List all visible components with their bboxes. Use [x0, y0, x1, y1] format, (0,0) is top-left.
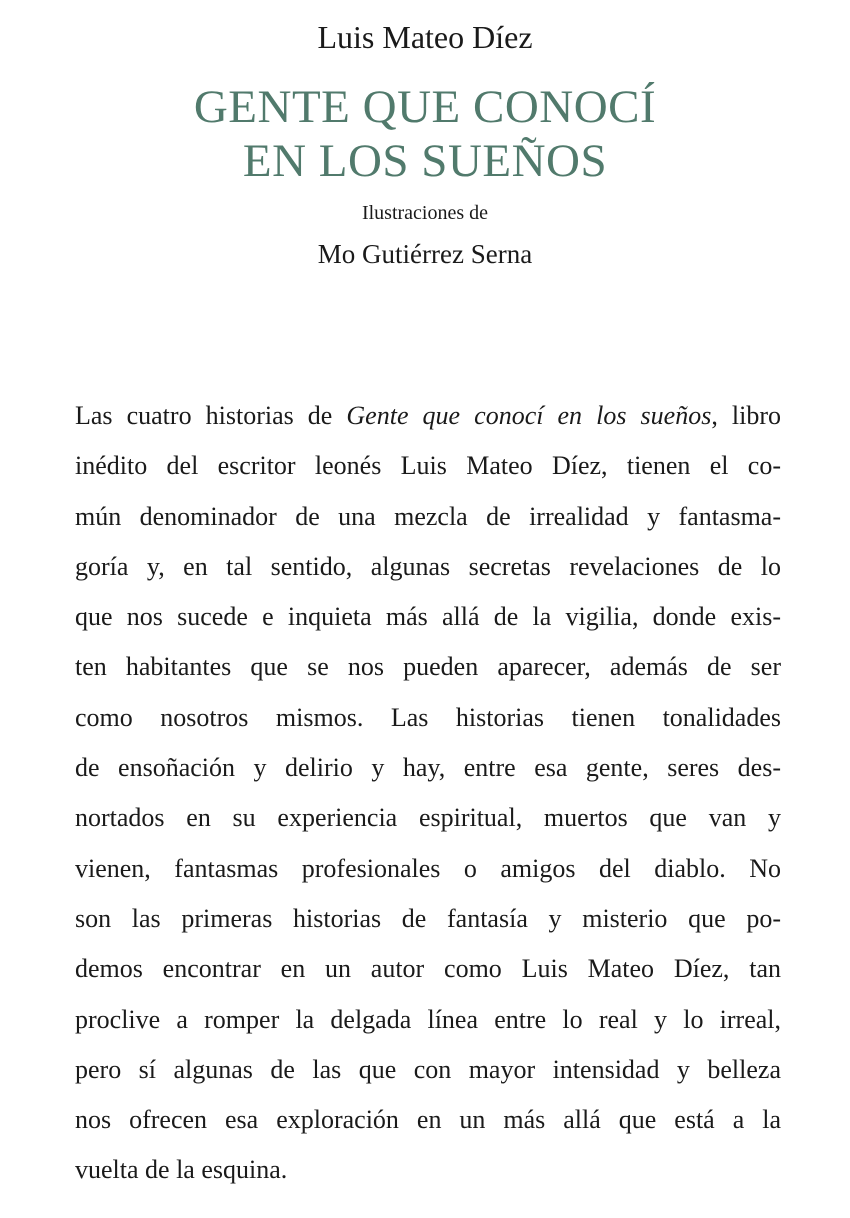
author-name: Luis Mateo Díez — [317, 19, 533, 55]
synopsis-line — [75, 391, 781, 441]
synopsis-line: de ensoñación y delirio y hay, entre esa gente, seres des- — [75, 753, 781, 783]
synopsis-line: nortados en su experiencia espiritual, muertos que van y — [75, 803, 781, 833]
book-title-line-1: GENTE QUE CONOCÍ — [193, 81, 657, 133]
synopsis-line: nos ofrecen esa exploración en un más allá que está a la — [75, 1105, 781, 1135]
synopsis-text — [75, 391, 781, 1196]
synopsis-line: vuelta de la esquina. — [75, 1155, 288, 1185]
illustrator-name: Mo Gutiérrez Serna — [317, 239, 533, 269]
synopsis-line: proclive a romper la delgada línea entre lo real y lo irreal, — [75, 1004, 781, 1034]
book-title — [0, 80, 850, 188]
synopsis-line: goría y, en tal sentido, algunas secretas revelaciones de lo — [75, 551, 781, 581]
synopsis-line: ten habitantes que se nos pueden aparecer, además de ser — [75, 652, 781, 682]
synopsis-line: vienen, fantasmas profesionales o amigos del diablo. No — [75, 853, 781, 883]
synopsis-line: que nos sucede e inquieta más allá de la vigilia, donde exis- — [75, 602, 781, 632]
synopsis-line-text: , libro — [711, 401, 781, 430]
synopsis-line: demos encontrar en un autor como Luis Mateo Díez, tan — [75, 954, 781, 984]
synopsis-line-text: Las cuatro historias de — [75, 401, 347, 430]
book-title-italic: Gente que conocí en los sueños — [346, 401, 712, 430]
synopsis-line: inédito del escritor leonés Luis Mateo Díez, tienen el co- — [75, 451, 781, 481]
book-title-line-2: EN LOS SUEÑOS — [242, 135, 608, 187]
illustrations-label: Ilustraciones de — [361, 202, 489, 224]
synopsis-line: como nosotros mismos. Las historias tienen tonalidades — [75, 702, 781, 732]
synopsis-line: pero sí algunas de las que con mayor intensidad y belleza — [75, 1054, 781, 1084]
synopsis-line: son las primeras historias de fantasía y misterio que po- — [75, 903, 781, 933]
synopsis-line: mún denominador de una mezcla de irrealidad y fantasma- — [75, 501, 781, 531]
